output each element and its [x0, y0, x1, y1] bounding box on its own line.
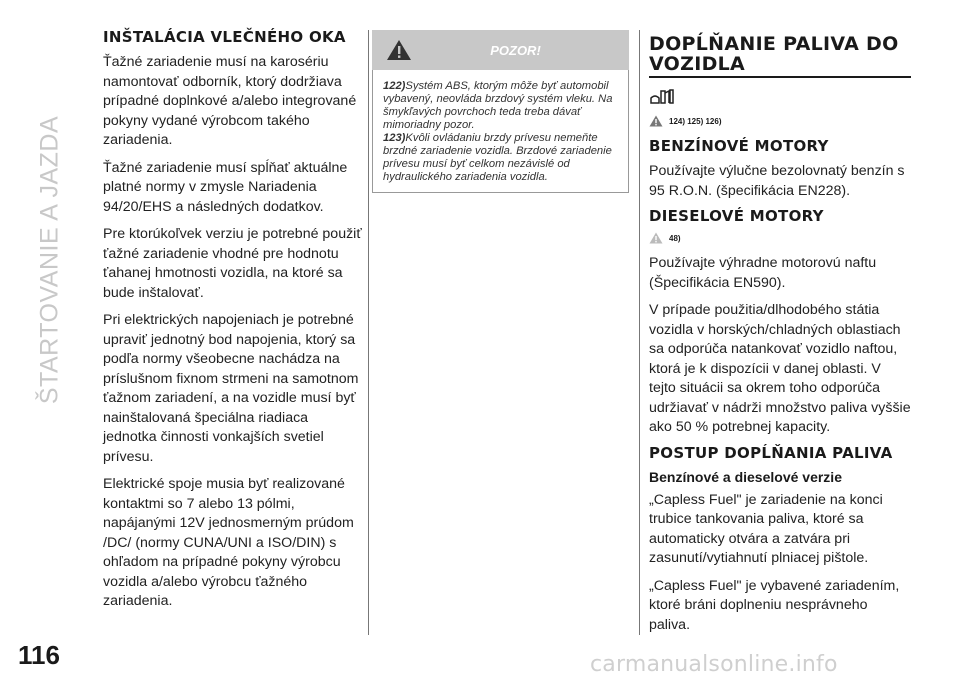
reference-numbers: 48) [669, 233, 681, 243]
page-number: 116 [18, 640, 60, 670]
warning-content [372, 70, 629, 193]
procedure-subheading: Benzínové a dieselové verzie [649, 468, 842, 485]
column-towing [103, 30, 365, 620]
towing-eye-heading: INŠTALÁCIA VLEČNÉHO OKA [103, 28, 346, 46]
warning-item [383, 80, 620, 132]
paragraph: Ťažné zariadenie musí na karosériu namontovať odborník, ktorý dodržiava prípadné doplnkové a/alebo integrované pokyny vydané výrobcom takého zariadenia. [103, 54, 357, 148]
warning-header [372, 30, 629, 70]
warning-item-number: 123) [383, 132, 406, 144]
paragraph: Pri elektrických napojeniach je potrebné upraviť jednotný bod napojenia, ktorý sa podľa normy všeobecne nachádza na príslušnom fixnom strmeni na samotnom ťažnom zariadení, a na vozidle musí byť nainštalovaná špeciálna riadiaca jednotka činnosti vonkajších svetiel prívesu. [103, 312, 359, 465]
watermark: carmanualsonline.info [590, 652, 838, 677]
paragraph: Používajte výhradne motorovú naftu (Špecifikácia EN590). [649, 255, 877, 291]
section-side-title: ŠTARTOVANIE A JAZDA [35, 115, 64, 405]
column-refuelling [649, 30, 911, 643]
paragraph: „Capless Fuel" je vybavené zariadením, ktoré bráni doplneniu nesprávneho paliva. [649, 577, 900, 633]
diesel-engines-heading: DIESELOVÉ MOTORY [649, 207, 824, 225]
warning-triangle-icon [649, 115, 663, 127]
caution-triangle-icon [649, 232, 663, 244]
column-divider [368, 30, 369, 635]
paragraph: Elektrické spoje musia byť realizované kontaktmi so 7 alebo 13 pólmi, napájanými 12V jednosmerným prúdom /DC/ (normy CUNA/UNI a ISO/DIN) s ohľadom na prípadné pokyny výrobcu vozidla a/alebo výrobcu ťažného zariadenia. [103, 476, 354, 609]
fuel-pump-icon [649, 88, 911, 111]
warning-triangle-icon [386, 39, 412, 61]
warning-item-text: Kvôli ovládaniu brzdy prívesu nemeňte brzdné zariadenie vozidla. Brzdové zariadenie prívesu musí byť celkom nezávislé od hydraulického zariadenia vozidla. [383, 132, 612, 183]
paragraph: „Capless Fuel" je zariadenie na konci trubice tankovania paliva, ktoré sa automaticky otvára a zatvára pri zasunutí/vytiahnutí plniacej pištole. [649, 491, 883, 566]
paragraph: V prípade použitia/dlhodobého státia vozidla v horských/chladných oblastiach sa odporúča natankovať vozidlo naftou, ktorá je k dispozícii v danej oblasti. V tejto situácii sa okrem toho odporúča udržiavať v nádrži množstvo paliva vyššie ako 50 % potrebnej kapacity. [649, 302, 911, 435]
warning-item-number: 122) [383, 80, 406, 92]
refuelling-procedure-heading: POSTUP DOPĹŇANIA PALIVA [649, 443, 893, 462]
reference-line [649, 232, 911, 244]
paragraph: Používajte výlučne bezolovnatý benzín s 95 R.O.N. (špecifikácia EN228). [649, 163, 905, 199]
warning-item-text: Systém ABS, ktorým môže byť automobil vybavený, neovláda brzdový systém vleku. Na šmykľavých povrchoch teda treba dávať mimoriadny pozor. [383, 80, 613, 131]
petrol-engines-heading: BENZÍNOVÉ MOTORY [649, 137, 829, 155]
reference-line [649, 115, 911, 127]
reference-numbers: 124) 125) 126) [669, 116, 722, 126]
refuelling-heading: DOPĹŇANIE PALIVA DO VOZIDLA [649, 34, 911, 78]
warning-title: POZOR! [490, 42, 541, 58]
warning-box [372, 30, 629, 193]
paragraph: Pre ktorúkoľvek verziu je potrebné použiť ťažné zariadenie vhodné pre hodnotu ťahanej hmotnosti vozidla, na ktoré sa bude inštalovať. [103, 226, 362, 301]
paragraph: Ťažné zariadenie musí spĺňať aktuálne platné normy v zmysle Nariadenia 94/20/EHS a následných dodatkov. [103, 159, 348, 215]
column-divider [639, 30, 640, 635]
warning-item [383, 132, 620, 184]
